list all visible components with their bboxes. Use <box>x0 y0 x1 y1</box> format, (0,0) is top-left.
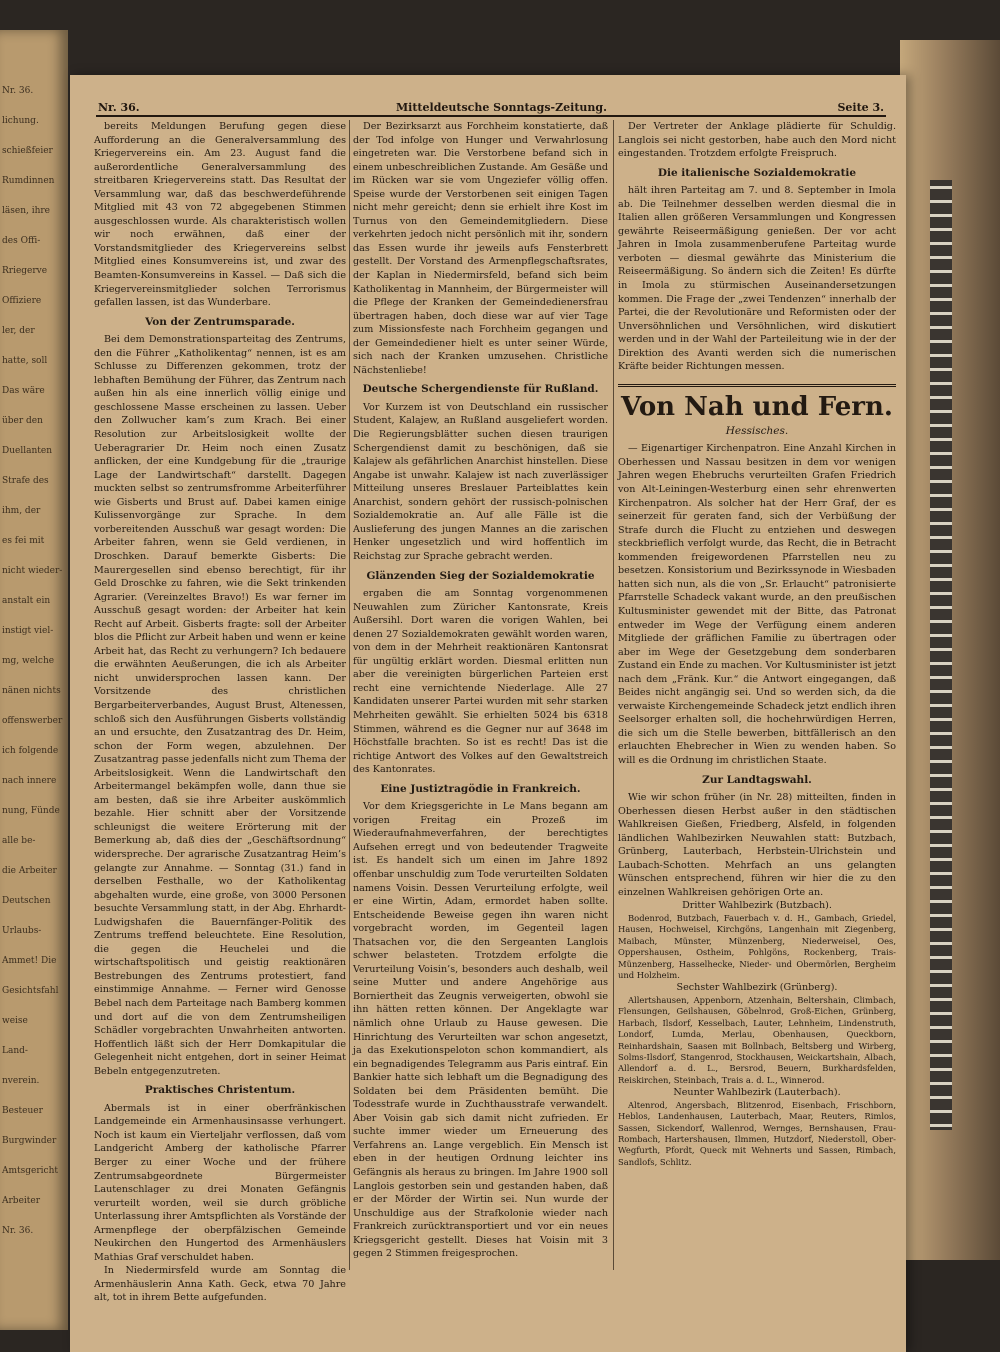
column-rule <box>613 120 614 1270</box>
left-page-fragment: schießfeier <box>2 146 53 156</box>
section-title: Von Nah und Fern. <box>618 384 896 423</box>
left-page-fragment: Deutschen <box>2 896 51 906</box>
left-page-fragment: Duellanten <box>2 446 52 456</box>
left-page-fragment: Gesichtsfahl <box>2 986 59 996</box>
left-page-fragment: Rumdinnen <box>2 176 55 186</box>
left-page-fragment: Urlaubs- <box>2 926 42 936</box>
paper-title: Mitteldeutsche Sonntags-Zeitung. <box>396 101 607 114</box>
article-text: hält ihren Parteitag am 7. und 8. September in Imola ab. Die Teilnehmer desselben werden diesmal die in Italien allen größeren Versammlungen und Kongressen gewährte Reiseermäßigung genießen. Der vor acht Jahren in Imola zusammenberufene Parteitag wurde verboten — diesmal gewährte das Ministerium die Reiseermäßigung. So ändern sich die Zeiten! Es dürfte in Imola zu stürmischen Auseinandersetzungen kommen. Die Frage der „zwei Tendenzen“ innerhalb der Partei, die der Revolutionäre und Reformisten oder der Unversöhnlichen und Versöhnlichen, wird diskutiert werden und in der Wahl der Parteileitung wie in der der Direktion des Avanti werden sich die numerischen Kräfte beider Richtungen messen. <box>618 185 896 373</box>
left-page-fragment: ihm, der <box>2 506 41 516</box>
left-page-fragment: weise <box>2 1016 28 1026</box>
article-text: Wie wir schon früher (in Nr. 28) mitteilten, finden in Oberhessen diesen Herbst außer in den städtischen Wahlkreisen Gießen, Friedberg, Alsfeld, in folgenden ländlichen Wahlbezirken Neuwahlen statt: Butzbach, Grünberg, Lauterbach, Herbstein-Ulrichstein und Laubach-Schotten. Mehrfach an uns gelangten Wünschen entsprechend, führen wir hier die zu den einzelnen Wahlkreisen gehörigen Orte an. <box>618 792 896 898</box>
left-page-fragment: Burgwinder <box>2 1136 57 1146</box>
left-page-fragment: Land- <box>2 1046 28 1056</box>
left-page-fragment: Nr. 36. <box>2 1226 34 1236</box>
article-text: In Niedermirsfeld wurde am Sonntag die Armenhäuslerin Anna Kath. Geck, etwa 70 Jahre alt, tot in ihrem Bette aufgefunden. <box>94 1265 346 1304</box>
left-page-fragment: mg, welche <box>2 656 55 666</box>
left-page-fragment: instigt viel- <box>2 626 54 636</box>
left-page-fragment: Strafe des <box>2 476 49 486</box>
column-1 <box>94 120 346 1304</box>
article-text: Abermals ist in einer oberfränkischen Landgemeinde ein Armenhausinsasse verhungert. Noch ist kaum ein Vierteljahr verflossen, daß vom Landgericht Amberg der katholische Pfarrer Berger zu einer Woche und der frühere Zentrumsabgeordnete Bürgermeister Lautenschlager zu drei Monaten Gefängnis verurteilt worden, weil sie durch gröbliche Unterlassung ihrer Amtspflichten als Vorstände der Armenpflege der oberpfälzischen Gemeinde Neukirchen den Hungertod des Armenhäuslers Mathias Graf verschuldet haben. <box>94 1102 346 1263</box>
left-page-fragment: Besteuer <box>2 1106 43 1116</box>
left-page-fragment: Ammet! Die <box>2 956 57 966</box>
section-subtitle: Hessisches. <box>725 424 789 437</box>
left-page-fragment: Amtsgericht <box>2 1166 58 1176</box>
left-page-fragment: Arbeiter <box>2 1196 41 1206</box>
article-heading: Glänzenden Sieg der Sozialdemokratie <box>366 569 595 582</box>
left-page-fragment: offenswerber <box>2 716 63 726</box>
column-2 <box>353 120 608 1270</box>
article-text: Vor Kurzem ist von Deutschland ein russischer Student, Kalajew, an Rußland ausgeliefert worden. Die Regierungsblätter suchen diesen traurigen Schergendienst damit zu beschönigen, daß sie Kalajew als gefährlichen Anarchist hinstellen. Diese Angabe ist unwahr. Kalajew ist nach zuverlässiger Mitteilung unseres Breslauer Parteiblattes kein Anarchist, sondern gehört der russisch-polnischen Sozialdemokratie an. Auf alle Fälle ist die Auslieferung des jungen Mannes an die zarischen Henker ungesetzlich und wird hoffentlich im Reichstag zur Sprache gebracht werden. <box>353 401 608 562</box>
district-list: Allertshausen, Appenborn, Atzenhain, Beltershain, Climbach, Flensungen, Geilshausen, Göbelnrod, Groß-Eichen, Grünberg, Harbach, Ilsdorf, Kesselbach, Lauter, Lehnheim, Lindenstruth, Londorf, Lumda, Merlau, Obenhausen, Queckborn, Reinhardshain, Saasen mit Bollnbach, Beltsberg und Wirberg, Solms-Ilsdorf, Stangenrod, Stockhausen, Weickartshain, Albach, Allendorf a. d. L., Bersrod, Beuern, Burkhardsfelden, Reiskirchen, Steinbach, Trais a. d. L., Winnerod. <box>618 994 896 1085</box>
left-page-fragment: lichung. <box>2 116 39 126</box>
left-page-fragment: Nr. 36. <box>2 86 34 96</box>
left-page-fragment: hatte, soll <box>2 356 48 366</box>
left-page-fragment: Offiziere <box>2 296 42 306</box>
left-page-fragment: über den <box>2 416 43 426</box>
column-rule <box>349 120 350 1270</box>
article-text: Bei dem Demonstrationsparteitag des Zentrums, den die Führer „Katholikentag“ nennen, ist es am Schlusse zu Differenzen gekommen, trotz der lebhaften Bemühung der Führer, das Zentrum nach außen hin als eine innerlich völlig einige und geschlossene Masse erscheinen zu lassen. Ueber den Zollwucher kam’s zum Krach. Bei einer Resolution zur Arbeitslosigkeit wollte der Ueberagrarier Dr. Heim noch einen Zusatz anflicken, der eine Kundgebung für die „traurige Lage der Landwirtschaft“ darstellt. Dagegen muckten selbst so zentrumsfromme Arbeiterführer wie Gisberts und Brust auf. Dabei kamen einige Kulissenvorgänge zur Sprache. In dem vorbereitenden Ausschuß war gesagt worden: Die Arbeiter fahren, wenn sie Geld verdienen, in Droschken. Darauf bemerkte Gisberts: Die Maurergesellen sind ebenso berechtigt, für ihr Geld Droschke zu fahren, wie die Sekt trinkenden Agrarier. (Vereinzeltes Bravo!) Es war ferner im Ausschuß gesagt worden: der Arbeiter hat kein Recht auf Arbeit. Gisberts fragte: soll der Arbeiter blos die Pflicht zur Arbeit haben und wenn er keine Arbeit hat, das Recht zu verhungern? Ich bedauere die erwähnten Aeußerungen, die ich als Arbeiter nicht unwidersprochen lassen kann. Der Vorsitzende des christlichen Bergarbeiterverbandes, August Brust, Altenessen, schloß sich den Ausführungen Gisberts vollständig an und ersuchte, den Zusatzantrag des Dr. Heim, schon der Form wegen, abzulehnen. Der Zusatzantrag passe jedenfalls nicht zum Thema der Arbeitslosigkeit. Wenn die Landwirtschaft den Arbeitermangel bekämpfen wolle, dann thue sie am besten, daß sie ihre Arbeiter auskömmlich bezahle. Hier schnitt aber der Vorsitzende schleunigst die weitere Erörterung mit der Bemerkung ab, daß dies der „Geschäftsordnung“ widerspreche. Der agrarische Zusatzantrag Heim’s gelangte zur Annahme. — Sonntag (31.) fand in derselben Festhalle, wo der Katholikentag abgehalten wurde, eine große, von 3000 Personen besuchte Versammlung statt, in der Abg. Ehrhardt-Ludwigshafen die Bauernfänger-Politik des Zentrums treffend beleuchtete. Eine Resolution, die gegen die Heuchelei und die wirtschaftspolitisch und geistig reaktionären Bestrebungen des Zentrums protestiert, fand einstimmige Annahme. — Ferner wird Genosse Bebel nach dem Parteitage nach Bamberg kommen und dort auf die von dem Zentrumsheiligen Schädler vorgebrachten Unwahrheiten antworten. Hoffentlich läßt sich der Herr Domkapitular die Gelegenheit nicht entgehen, dort in seiner Heimat Bebeln entgegenzutreten. <box>94 334 346 1077</box>
article-heading: Von der Zentrumsparade. <box>145 315 295 328</box>
left-page-fragment: nung, Fünde <box>2 806 60 816</box>
article-heading: Eine Justiztragödie in Frankreich. <box>380 782 581 795</box>
left-page-fragment: nverein. <box>2 1076 40 1086</box>
district-list: Altenrod, Angersbach, Blitzenrod, Eisenbach, Frischborn, Heblos, Landenhausen, Lauterbach, Maar, Reuters, Rimlos, Sassen, Sickendorf, Wallenrod, Wernges, Bernshausen, Frau-Rombach, Hartershausen, Ilmmen, Hutzdorf, Niederstoll, Ober-Wegfurth, Pfordt, Queck mit Wehnerts und Sassen, Rimbach, Sandlofs, Schlitz. <box>618 1099 896 1167</box>
article-text: Vor dem Kriegsgerichte in Le Mans begann am vorigen Freitag ein Prozeß im Wiederaufnahmeverfahren, der berechtigtes Aufsehen erregt und von bedeutender Tragweite ist. Es handelt sich um einen im Jahre 1892 offenbar unschuldig zum Tode verurteilten Soldaten namens Voisin. Dessen Verurteilung erfolgte, weil er eine Wirtin, Adam, ermordet haben sollte. Entscheidende Beweise gegen ihn waren nicht vorgebracht worden, im Gegenteil lagen Thatsachen vor, die den Sergeanten Langlois schwer belasteten. Trotzdem erfolgte die Verurteilung Voisin’s, besonders auch deshalb, weil seine Mutter und andere Angehörige aus Borniertheit das Zeugnis verweigerten, obwohl sie ihn hätten retten können. Der Angeklagte war nämlich ohne Urlaub zu Hause gewesen. Die Hinrichtung des Verurteilten war schon angesetzt, ja das Exekutionspeloton schon kommandiert, als ein begnadigendes Telegramm aus Paris eintraf. Ein Bankier hatte sich lebhaft um die Begnadigung des Soldaten bei dem Präsidenten bemüht. Die Todesstrafe wurde in Zuchthausstrafe verwandelt. Aber Voisin gab sich damit nicht zufrieden. Er suchte immer wieder um Erneuerung des Verfahrens an. Lange vergeblich. Ein Mensch ist eben in der heutigen Ordnung leichter ins Gefängnis als heraus zu bringen. Im Jahre 1900 soll Langlois gestorben sein und gestanden haben, daß er der Mörder der Wirtin sei. Nun wurde der Unschuldige aus der Strafkolonie wieder nach Frankreich zurücktransportiert und vor ein neues Kriegsgericht gestellt. Dieses hat Voisin mit 3 gegen 2 Stimmen freigesprochen. <box>353 801 608 1260</box>
district-heading: Neunter Wahlbezirk (Lauterbach). <box>673 1087 841 1099</box>
district-heading: Dritter Wahlbezirk (Butzbach). <box>682 900 832 912</box>
book-binding <box>930 180 952 1130</box>
page-number: Seite 3. <box>837 101 884 114</box>
left-page-fragment: des Offi- <box>2 236 41 246</box>
column-3 <box>618 120 896 1270</box>
left-page-fragment: läsen, ihre <box>2 206 51 216</box>
left-page-fragment: Das wäre <box>2 386 45 396</box>
left-page-fragment: nicht wieder- <box>2 566 63 576</box>
district-heading: Sechster Wahlbezirk (Grünberg). <box>676 982 838 994</box>
left-page-fragment: anstalt ein <box>2 596 51 606</box>
left-page-fragment: nach innere <box>2 776 57 786</box>
left-page-fragment: es fei mit <box>2 536 45 546</box>
article-text: Der Bezirksarzt aus Forchheim konstatierte, daß der Tod infolge von Hunger und Verwahrlosung eingetreten war. Die Verstorbene befand sich in einem unbeschreiblichen Zustande. Am Gesäße und im Rücken war sie vom Ungeziefer völlig offen. Speise wurde der Verstorbenen seit einigen Tagen nicht mehr gereicht; denn sie erhielt ihre Kost im Turnus von den Gemeindemitgliedern. Diese verkehrten jedoch nicht persönlich mit ihr, sondern das Essen wurde ihr jeweils aufs Fensterbrett gestellt. Der Vorstand des Armenpflegschaftsrates, der Kaplan in Niedermirsfeld, befand sich beim Katholikentag in Mannheim, der Bürgermeister will die Pflege der Kranken der Gemeindedienersfrau übertragen haben, doch diese war auf vier Tage zum Missionsfeste nach Forchheim gegangen und der Gemeindediener hielt es unter seiner Würde, sich nach der Kranken umzusehen. Christliche Nächstenliebe! <box>353 121 608 376</box>
district-list: Bodenrod, Butzbach, Fauerbach v. d. H., Gambach, Griedel, Hausen, Hochweisel, Kirchgöns, Langenhain mit Ziegenberg, Maibach, Münster, Münzenberg, Niederweisel, Oes, Oppershausen, Ostheim, Pohlgöns, Rockenberg, Trais-Münzenberg, Hasselhecke, Nieder- und Obermörlen, Bergheim und Holzheim. <box>618 912 896 981</box>
left-page-fragment: Rriegerve <box>2 266 48 276</box>
article-text: — Eigenartiger Kirchenpatron. Eine Anzahl Kirchen in Oberhessen und Nassau besitzen in dem vor wenigen Jahren wegen Ehebruchs verurteilten Grafen Friedrich von Alt-Leiningen-Westerburg einen sehr ehrenwerten Kirchenpatron. Als solcher hat der Herr Graf, der es seinerzeit für geraten fand, sich der Verbüßung der Strafe durch die Flucht zu entziehen und deswegen steckbrieflich verfolgt wurde, das Recht, die in Betracht kommenden freigewordenen Pfarrstellen neu zu besetzen. Konsistorium und Bezirkssynode in Wiesbaden hatten sich nun, als die von „Sr. Erlaucht“ patronisierte Pfarrstelle Schadeck vakant wurde, an den preußischen Kultusminister gewendet mit der Bitte, das Patronat entweder im Wege der Verfügung einem anderen Mitgliede der gräflichen Familie zu übertragen oder aber im Wege der Gesetzgebung dem sonderbaren Zustand ein Ende zu machen. Vor Kultusminister ist jetzt nach dem „Fränk. Kur.“ die Antwort eingegangen, daß Beides nicht angängig sei. Und so werden sich, da die verwaiste Kirchengemeinde Schadeck jetzt endlich ihren Seelsorger erhalten soll, die hochehrwürdigen Herren, die sich um die Stelle bewerben, bittfällerisch an den erlauchten Ehebrecher in Wien zu wenden haben. So will es die Ordnung im christlichen Staate. <box>618 443 896 766</box>
left-page-fragment: ler, der <box>2 326 35 336</box>
article-heading: Die italienische Sozialdemokratie <box>657 166 857 179</box>
left-page-fragment: nänen nichts <box>2 686 61 696</box>
issue-number: Nr. 36. <box>98 101 140 114</box>
left-page-fragment: alle be- <box>2 836 36 846</box>
page-header <box>96 101 886 117</box>
article-heading: Zur Landtagswahl. <box>702 773 812 786</box>
left-page-fragment: ich folgende <box>2 746 59 756</box>
left-page-edge <box>0 30 68 1330</box>
article-heading: Praktisches Christentum. <box>144 1084 296 1097</box>
newspaper-page <box>70 75 906 1352</box>
article-heading: Deutsche Schergendienste für Rußland. <box>362 383 599 396</box>
article-text: Der Vertreter der Anklage plädierte für Schuldig. Langlois sei nicht gestorben, habe auch den Mord nicht eingestanden. Trotzdem erfolgte Freispruch. <box>618 121 896 160</box>
left-page-fragment: die Arbeiter <box>2 866 57 876</box>
article-text: bereits Meldungen Berufung gegen diese Aufforderung an die Generalversammlung des Kriegervereins ein. Am 23. August fand die außerordentliche Generalversammlung des streitbaren Kriegervereins statt. Das Resultat der Versammlung war, daß das beschwerdeführende Mitglied mit 43 von 72 abgegebenen Stimmen ausgeschlossen wurde. Als charakteristisch wollen wir noch erwähnen, daß einer der Vorstandsmitglieder des Kriegervereins selbst Mitglied eines Konsumvereins ist, und zwar des Beamten-Konsumvereins in Kassel. — Daß sich die Kriegervereinsmitglieder solchen Terrorismus gefallen lassen, ist das Wunderbare. <box>94 121 346 309</box>
article-text: ergaben die am Sonntag vorgenommenen Neuwahlen zum Züricher Kantonsrate, Kreis Außersihl. Dort waren die vorigen Wahlen, bei denen 27 Sozialdemokraten gewählt worden waren, von dem in der Mehrheit reaktionären Kantonsrat für ungültig erklärt worden. Diesmal erlitten nun aber die vereinigten bürgerlichen Parteien erst recht eine vernichtende Niederlage. Alle 27 Kandidaten unserer Partei wurden mit sehr starken Mehrheiten gewählt. Sie erhielten 5024 bis 6318 Stimmen, während es die Gegner nur auf 3648 im Höchstfalle brachten. So ist es recht! Das ist die richtige Antwort des Volkes auf den Gewaltstreich des Kantonrates. <box>353 588 608 776</box>
